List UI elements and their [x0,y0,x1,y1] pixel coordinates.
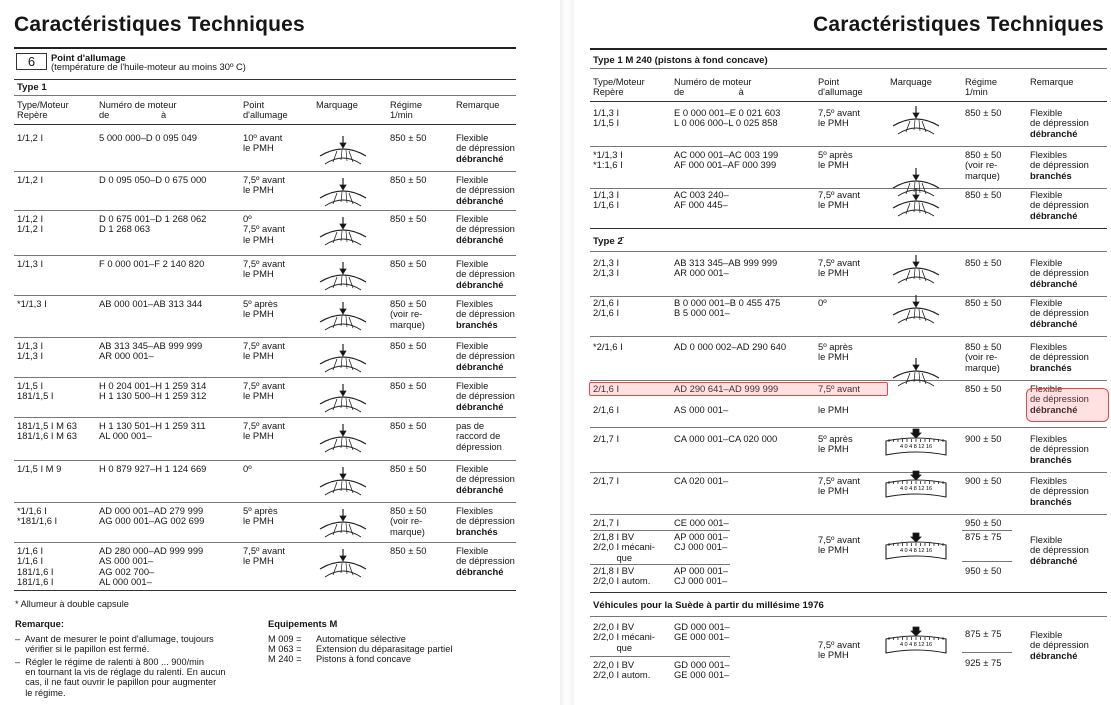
timing-mark-icon [313,465,373,499]
cell-type: 2/1,6 I 2/1,6 I [593,297,620,319]
rule [590,564,730,565]
title-rule [14,47,516,49]
cell-type: 2/1,8 I BV 2/2,0 I autom. [593,565,651,587]
cell-engine-number: H 0 204 001–H 1 259 314 H 1 130 500–H 1 259 312 [99,380,207,402]
cell-rpm: 875 ± 75 [965,531,1002,542]
type1-label: Type 1 M 240 (pistons à fond concave) [593,55,768,66]
right-page [574,0,1111,705]
cell-engine-number: AP 000 001– CJ 000 001– [674,531,729,553]
cell-remark: Flexible de dépression [1030,257,1089,279]
cell-type: 1/1,5 I 181/1,5 I [17,380,54,402]
cell-remark: Flexible de dépression [456,174,515,196]
timing-scale-icon [884,533,948,567]
cell-rpm: 850 ± 50 [965,297,1002,308]
cell-engine-number: AC 003 240– AF 000 445– [674,189,729,211]
section-title: Point d'allumage [51,52,126,63]
cell-ignition-point: 10º avant le PMH [243,132,283,154]
cell-engine-number: AB 313 345–AB 999 999 AR 000 001– [99,340,203,362]
remarque-title: Remarque: [15,618,64,629]
cell-type: 1/1,2 I 1/1,2 I [17,213,44,235]
cell-remark: Flexible de dépression [456,258,515,280]
cell-ignition-point: 5º après le PMH [818,341,853,363]
cell-remark: Flexible de dépression [456,380,515,402]
cell-remark: Flexibles de dépression [1030,433,1089,455]
cell-engine-number: CE 000 001– [674,517,729,528]
rule [14,124,516,125]
cell-type: 1/1,3 I [17,258,44,269]
rule [590,592,1107,593]
timing-mark-icon [313,507,373,541]
cell-type: 2/1,6 I 2/1,6 I [593,383,620,415]
header-type: Type/Moteur Repère [17,100,69,120]
rule [590,101,1107,102]
timing-scale-icon [884,429,948,463]
highlight-box [589,382,888,396]
cell-engine-number: GD 000 001– GE 000 001– [674,621,730,643]
cell-engine-number: AB 000 001–AB 313 344 [99,298,203,309]
rule [14,95,516,96]
cell-remark: Flexible de dépression [1030,107,1089,129]
cell-rpm: 850 ± 50 [390,132,427,143]
cell-ignition-point: 7,5º avant le PMH [818,475,860,497]
rule [14,210,516,211]
cell-rpm: 850 ± 50 [390,174,427,185]
cell-remark-bold: débranché [456,194,504,206]
cell-remark: Flexibles de dépression [1030,149,1089,171]
cell-type: *1/1,3 I *1:1,6 I [593,149,623,171]
cell-rpm: 900 ± 50 [965,433,1002,444]
svg-text:4 0 4 8 12 16: 4 0 4 8 12 16 [899,444,933,450]
cell-remark-bold: débranché [456,152,504,164]
rule [14,377,516,378]
cell-remark: Flexible de dépression [456,545,515,567]
rule [962,652,1012,653]
book-gutter [560,0,574,705]
page-title-right: Caractéristiques Techniques [813,13,1104,36]
rule [14,255,516,256]
cell-rpm: 850 ± 50 [390,463,427,474]
equip-desc: Automatique sélective [316,634,406,644]
cell-rpm: 850 ± 50 [390,545,427,556]
rule [14,171,516,172]
rule [962,561,1012,562]
cell-type: 1/1,3 I 1/1,6 I [593,189,620,211]
header-marq: Marquage [890,77,932,87]
cell-engine-number: D 0 095 050–D 0 675 000 [99,174,207,185]
type-label: Type 1 [17,82,47,93]
cell-engine-number: B 0 000 001–B 0 455 475 B 5 000 001– [674,297,781,319]
cell-rpm: 850 ± 50 [965,189,1002,200]
cell-type: 2/1,7 I [593,517,620,528]
equip-code: M 009 = [268,634,302,644]
rule [962,530,1012,531]
cell-rpm: 850 ± 50 (voir re- marque) [965,149,1002,181]
section-number-box: 6 [16,53,47,70]
cell-rpm: 850 ± 50 (voir re- marque) [390,298,427,330]
cell-rpm: 850 ± 50 (voir re- marque) [965,341,1002,373]
timing-mark-icon [313,134,373,168]
cell-remark: Flexible de dépression [456,213,515,235]
cell-remark-bold: branchés [1030,169,1072,181]
cell-type: 1/1,2 I [17,174,44,185]
cell-remark: Flexible de dépression [1030,297,1089,319]
cell-engine-number: CA 000 001–CA 020 000 [674,433,778,444]
cell-ignition-point: 7,5º avant le PMH [818,534,860,556]
title-rule [590,48,1107,50]
timing-scale-icon [884,471,948,505]
rule [590,514,1107,515]
timing-mark-icon [313,176,373,210]
cell-remark-bold: débranché [456,233,504,245]
rule [590,146,1107,147]
cell-type: *2/1,6 I [593,341,623,352]
rule [590,251,1107,252]
rule [14,502,516,503]
cell-engine-number: F 0 000 001–F 2 140 820 [99,258,205,269]
timing-mark-icon [884,253,948,287]
cell-ignition-point: 7,5º avant le PMH [818,383,860,415]
cell-type: 2/1,3 I 2/1,3 I [593,257,620,279]
cell-rpm: 950 ± 50 [965,565,1002,576]
rule [590,336,1107,337]
cell-type: 181/1,5 I M 63 181/1,6 I M 63 [17,420,77,442]
cell-rpm: 950 ± 50 [965,517,1002,528]
cell-ignition-point: 7,5º avant le PMH [243,258,285,280]
cell-remark-bold: branchés [456,525,498,537]
cell-type: *1/1,3 I [17,298,47,309]
cell-remark: Flexibles de dépression [456,298,515,320]
header-num: Numéro de moteur de à [674,77,752,97]
cell-engine-number: H 0 879 927–H 1 124 669 [99,463,207,474]
cell-remark-bold: branchés [1030,453,1072,465]
cell-rpm: 875 ± 75 [965,628,1002,639]
cell-rpm: 850 ± 50 [390,380,427,391]
type2-label: Type 2̄ [593,236,623,247]
timing-mark-icon [313,260,373,294]
rule [14,337,516,338]
timing-mark-icon [313,382,373,416]
page-title-left: Caractéristiques Techniques [14,13,305,36]
cell-engine-number: AD 290 641–AD 999 999 AS 000 001– [674,383,779,415]
cell-remark: Flexible de dépression [1030,189,1089,211]
cell-ignition-point: 7,5º avant le PMH [243,380,285,402]
cell-ignition-point: 5º après le PMH [818,149,853,171]
cell-type: 2/1,7 I [593,433,620,444]
cell-ignition-point: 7,5º avant le PMH [243,340,285,362]
cell-ignition-point: 7,5º avant le PMH [818,639,860,661]
cell-rpm: 850 ± 50 [965,257,1002,268]
cell-remark: Flexibles de dépression [456,505,515,527]
cell-remark: Flexible de dépression [1030,534,1089,556]
cell-engine-number: E 0 000 001–E 0 021 603 L 0 006 000–L 0 025 858 [674,107,781,129]
cell-type: 2/2,0 I BV 2/2,0 I autom. [593,659,651,681]
cell-ignition-point: 5º après le PMH [243,298,278,320]
cell-remark-bold: branchés [1030,495,1072,507]
rule [590,530,730,531]
cell-remark-bold: débranché [1030,277,1078,289]
remarque-item: – Avant de mesurer le point d'allumage, toujours vérifier si le papillon est fermé. [15,634,214,655]
cell-engine-number: H 1 130 501–H 1 259 311 AL 000 001– [99,420,206,442]
timing-mark-icon [884,293,948,327]
cell-remark-bold: débranché [1030,403,1078,415]
timing-mark-icon [884,104,948,138]
cell-engine-number: AD 280 000–AD 999 999 AS 000 001– AG 002 700– AL 000 001– [99,545,204,588]
cell-type: 1/1,3 I 1/1,3 I [17,340,44,362]
cell-engine-number: AC 000 001–AC 003 199 AF 000 001–AF 000 399 [674,149,779,171]
rule [14,417,516,418]
cell-type: 2/1,7 I [593,475,620,486]
cell-engine-number: 5 000 000–D 0 095 049 [99,132,198,143]
rule [14,79,516,80]
cell-remark-bold: débranché [1030,127,1078,139]
cell-rpm: 850 ± 50 [390,213,427,224]
cell-ignition-point: 7,5º avant le PMH [818,257,860,279]
cell-engine-number: AD 0 000 002–AD 290 640 [674,341,787,352]
rule [590,472,1107,473]
cell-ignition-point: 7,5º avant le PMH [243,420,285,442]
header-type: Type/Moteur Repère [593,77,645,97]
rule [14,590,516,591]
cell-remark-bold: débranché [1030,317,1078,329]
rule [14,542,516,543]
cell-ignition-point: 0º 7,5º avant le PMH [243,213,285,245]
cell-rpm: 850 ± 50 (voir re- marque) [390,505,427,537]
cell-ignition-point: 0º [243,463,252,474]
equip-code: M 240 = [268,654,302,664]
cell-rpm: 850 ± 50 [390,258,427,269]
cell-remark-bold: débranché [456,360,504,372]
header-point: Point d'allumage [818,77,863,97]
highlight-box [1026,388,1109,422]
rule [590,228,1107,229]
cell-engine-number: D 0 675 001–D 1 268 062 D 1 268 063 [99,213,207,235]
rule [590,616,1107,617]
cell-rpm: 850 ± 50 [965,107,1002,118]
header-rem: Remarque [1030,77,1074,87]
cell-remark: Flexible de dépression [1030,629,1089,651]
cell-remark-bold: branchés [1030,361,1072,373]
cell-remark-bold: débranché [1030,209,1078,221]
equip-code: M 063 = [268,644,302,654]
timing-mark-icon [313,215,373,249]
cell-engine-number: GD 000 001– GE 000 001– [674,659,730,681]
cell-remark: Flexibles de dépression [1030,341,1089,363]
rule [590,656,730,657]
cell-ignition-point: 7,5º avant le PMH [243,174,285,196]
cell-remark: Flexible de dépression [456,340,515,362]
remarque-item: – Régler le régime de ralenti à 800 ... 900/min en tournant la vis de réglage du ralenti. En aucun cas, il ne faut ouvrir le papillon pour augmenter le régime. [15,657,226,698]
timing-mark-icon [884,166,948,200]
cell-remark-bold: débranché [456,400,504,412]
cell-engine-number: AB 313 345–AB 999 999 AR 000 001– [674,257,778,279]
cell-remark-bold: branchés [456,318,498,330]
cell-rpm: 850 ± 50 [390,420,427,431]
cell-rpm: 900 ± 50 [965,475,1002,486]
header-marq: Marquage [316,100,358,110]
header-num: Numéro de moteur de à [99,100,177,120]
cell-type: 2/1,8 I BV 2/2,0 I mécani- que [593,531,656,563]
svg-text:4 0 4 8 12 16: 4 0 4 8 12 16 [899,642,933,648]
cell-remark-bold: débranché [1030,649,1078,661]
cell-remark: Flexibles de dépression [1030,475,1089,497]
cell-engine-number: AD 000 001–AD 279 999 AG 000 001–AG 002 699 [99,505,205,527]
cell-type: 1/1,2 I [17,132,44,143]
cell-remark-bold: débranché [456,278,504,290]
cell-type: 2/2,0 I BV 2/2,0 I mécani- que [593,621,656,653]
cell-type: *1/1,6 I *181/1,6 I [17,505,58,527]
rule [590,427,1107,428]
rule [14,295,516,296]
section-subtitle: (température de l'huile-moteur au moins 30º C) [51,61,246,72]
footnote: * Allumeur à double capsule [15,599,129,609]
timing-mark-icon [884,356,948,390]
cell-engine-number: AP 000 001– CJ 000 001– [674,565,729,587]
cell-type: 1/1,3 I 1/1,5 I [593,107,620,129]
cell-ignition-point: 5º après le PMH [818,433,853,455]
header-reg: Régime 1/min [965,77,998,97]
cell-remark-bold: débranché [1030,554,1078,566]
cell-ignition-point: 0º [818,297,827,308]
cell-engine-number: CA 020 001– [674,475,729,486]
cell-ignition-point: 7,5º avant le PMH [818,189,860,211]
header-reg: Régime 1/min [390,100,423,120]
timing-scale-icon [884,627,948,661]
rule [590,68,1107,69]
rule [590,380,1107,381]
equip-desc: Extension du déparasitage partiel [316,644,453,654]
cell-remark: pas de raccord de dépression [456,420,502,452]
cell-type: 1/1,6 I 1/1,6 I 181/1,6 I 181/1,6 I [17,545,54,588]
cell-type: 1/1,5 I M 9 [17,463,62,474]
equip-desc: Pistons à fond concave [316,654,411,664]
rule [14,460,516,461]
cell-remark: Flexible de dépression [456,132,515,154]
sweden-label: Véhicules pour la Suède à partir du millésime 1976 [593,600,824,611]
cell-rpm: 925 ± 75 [965,657,1002,668]
cell-ignition-point: 5º après le PMH [243,505,278,527]
cell-remark-bold: débranché [456,565,504,577]
cell-remark: Flexible de dépression [1030,383,1089,405]
timing-mark-icon [313,422,373,456]
equip-title: Equipements M [268,618,338,629]
timing-mark-icon [313,547,373,581]
cell-ignition-point: 7,5º avant le PMH [243,545,285,567]
header-point: Point d'allumage [243,100,288,120]
svg-text:4 0 4 8 12 16: 4 0 4 8 12 16 [899,486,933,492]
cell-ignition-point: 7,5º avant le PMH [818,107,860,129]
cell-remark: Flexible de dépression [456,463,515,485]
cell-rpm: 850 ± 50 [965,383,1002,394]
cell-rpm: 850 ± 50 [390,340,427,351]
svg-text:4 0 4 8 12 16: 4 0 4 8 12 16 [899,548,933,554]
timing-mark-icon [313,300,373,334]
timing-mark-icon [313,342,373,376]
cell-remark-bold: débranché [456,483,504,495]
header-rem: Remarque [456,100,500,110]
